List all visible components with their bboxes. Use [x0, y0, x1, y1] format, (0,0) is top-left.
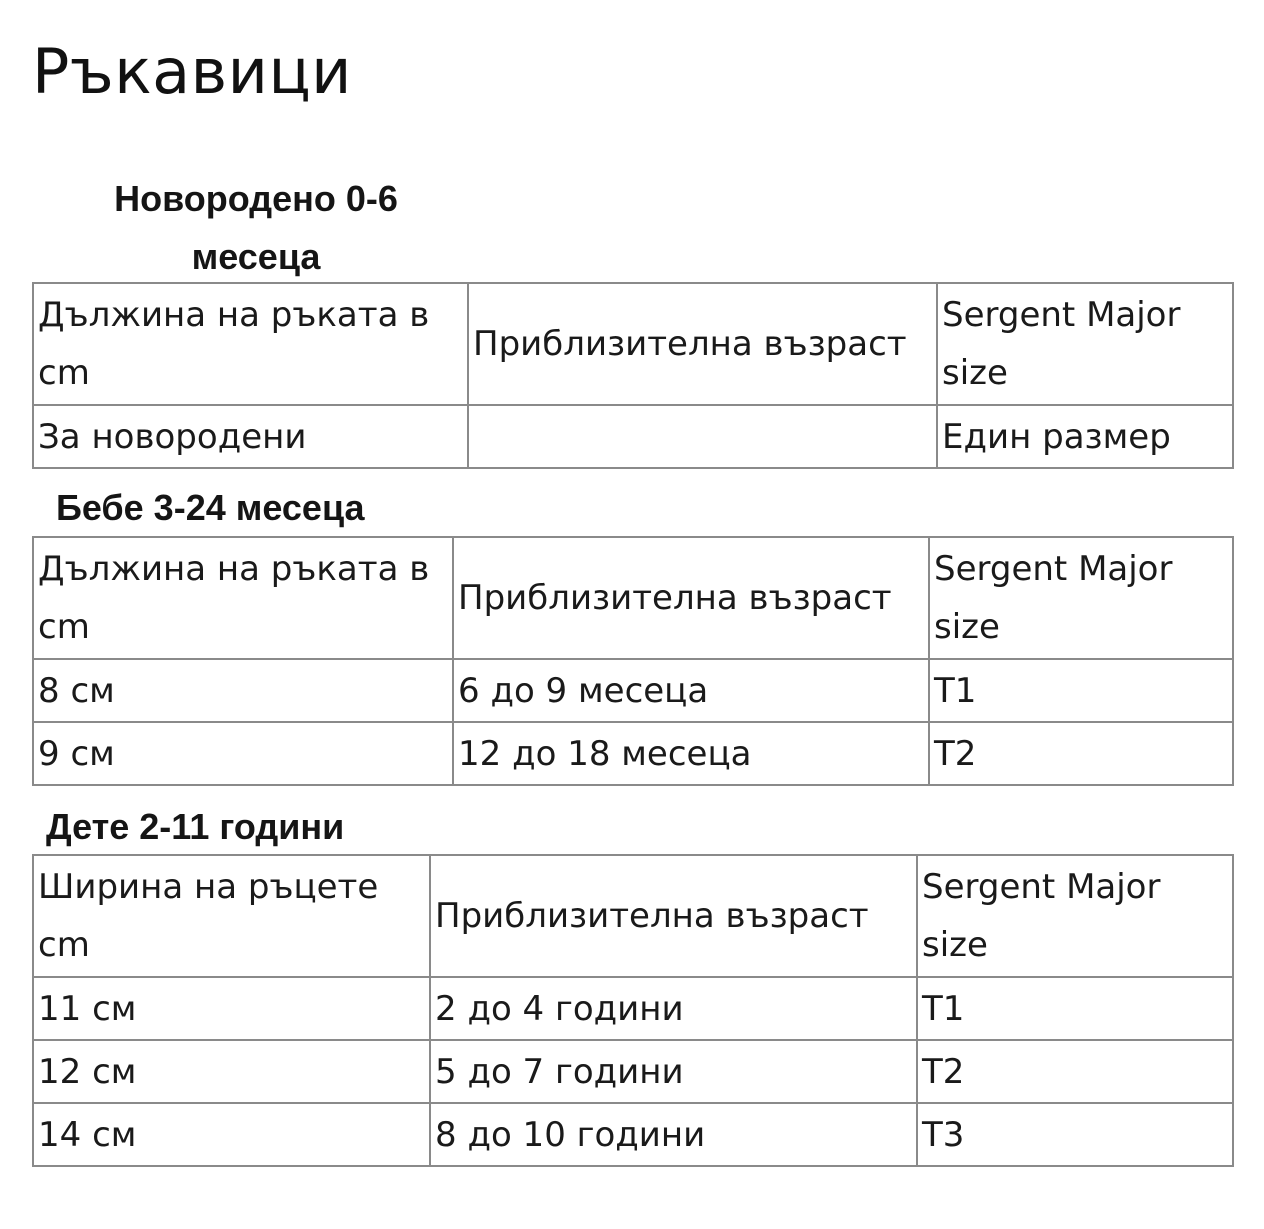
section-heading-baby: Бебе 3-24 месеца — [56, 487, 365, 528]
table-cell: 5 до 7 години — [430, 1040, 917, 1103]
table-cell: 8 см — [33, 659, 453, 722]
table-cell: T1 — [929, 659, 1233, 722]
header-cell: Приблизителна възраст — [430, 855, 917, 977]
header-cell: Приблизителна възраст — [468, 283, 937, 405]
table-cell: T3 — [917, 1103, 1233, 1166]
table-header-row — [33, 855, 1233, 977]
header-cell: Sergent Major size — [917, 855, 1233, 977]
table-row — [33, 977, 1233, 1040]
page-title: Ръкавици — [32, 35, 352, 108]
size-table-child — [32, 854, 1234, 1167]
table-cell: 6 до 9 месеца — [453, 659, 929, 722]
table-row — [33, 1040, 1233, 1103]
header-cell: Дължина на ръката в cm — [33, 283, 468, 405]
table-row — [33, 659, 1233, 722]
section-heading-child: Дете 2-11 години — [46, 806, 345, 847]
table-cell: T2 — [929, 722, 1233, 785]
header-cell: Ширина на ръцете cm — [33, 855, 430, 977]
header-cell: Дължина на ръката в cm — [33, 537, 453, 659]
header-cell: Sergent Major size — [937, 283, 1233, 405]
table-cell: 2 до 4 години — [430, 977, 917, 1040]
section-heading-newborn: Новородено 0-6 месеца — [114, 178, 398, 277]
table-cell: 12 см — [33, 1040, 430, 1103]
table-cell: 11 см — [33, 977, 430, 1040]
table-cell: T1 — [917, 977, 1233, 1040]
table-row — [33, 405, 1233, 468]
size-table-newborn — [32, 282, 1234, 469]
header-cell: Приблизителна възраст — [453, 537, 929, 659]
table-cell — [468, 405, 937, 468]
table-row — [33, 722, 1233, 785]
size-table-baby — [32, 536, 1234, 786]
table-cell: Един размер — [937, 405, 1233, 468]
table-header-row — [33, 283, 1233, 405]
table-cell: 8 до 10 години — [430, 1103, 917, 1166]
table-cell: T2 — [917, 1040, 1233, 1103]
header-cell: Sergent Major size — [929, 537, 1233, 659]
table-cell: 12 до 18 месеца — [453, 722, 929, 785]
table-cell: За новородени — [33, 405, 468, 468]
table-cell: 9 см — [33, 722, 453, 785]
table-cell: 14 см — [33, 1103, 430, 1166]
table-header-row — [33, 537, 1233, 659]
table-row — [33, 1103, 1233, 1166]
